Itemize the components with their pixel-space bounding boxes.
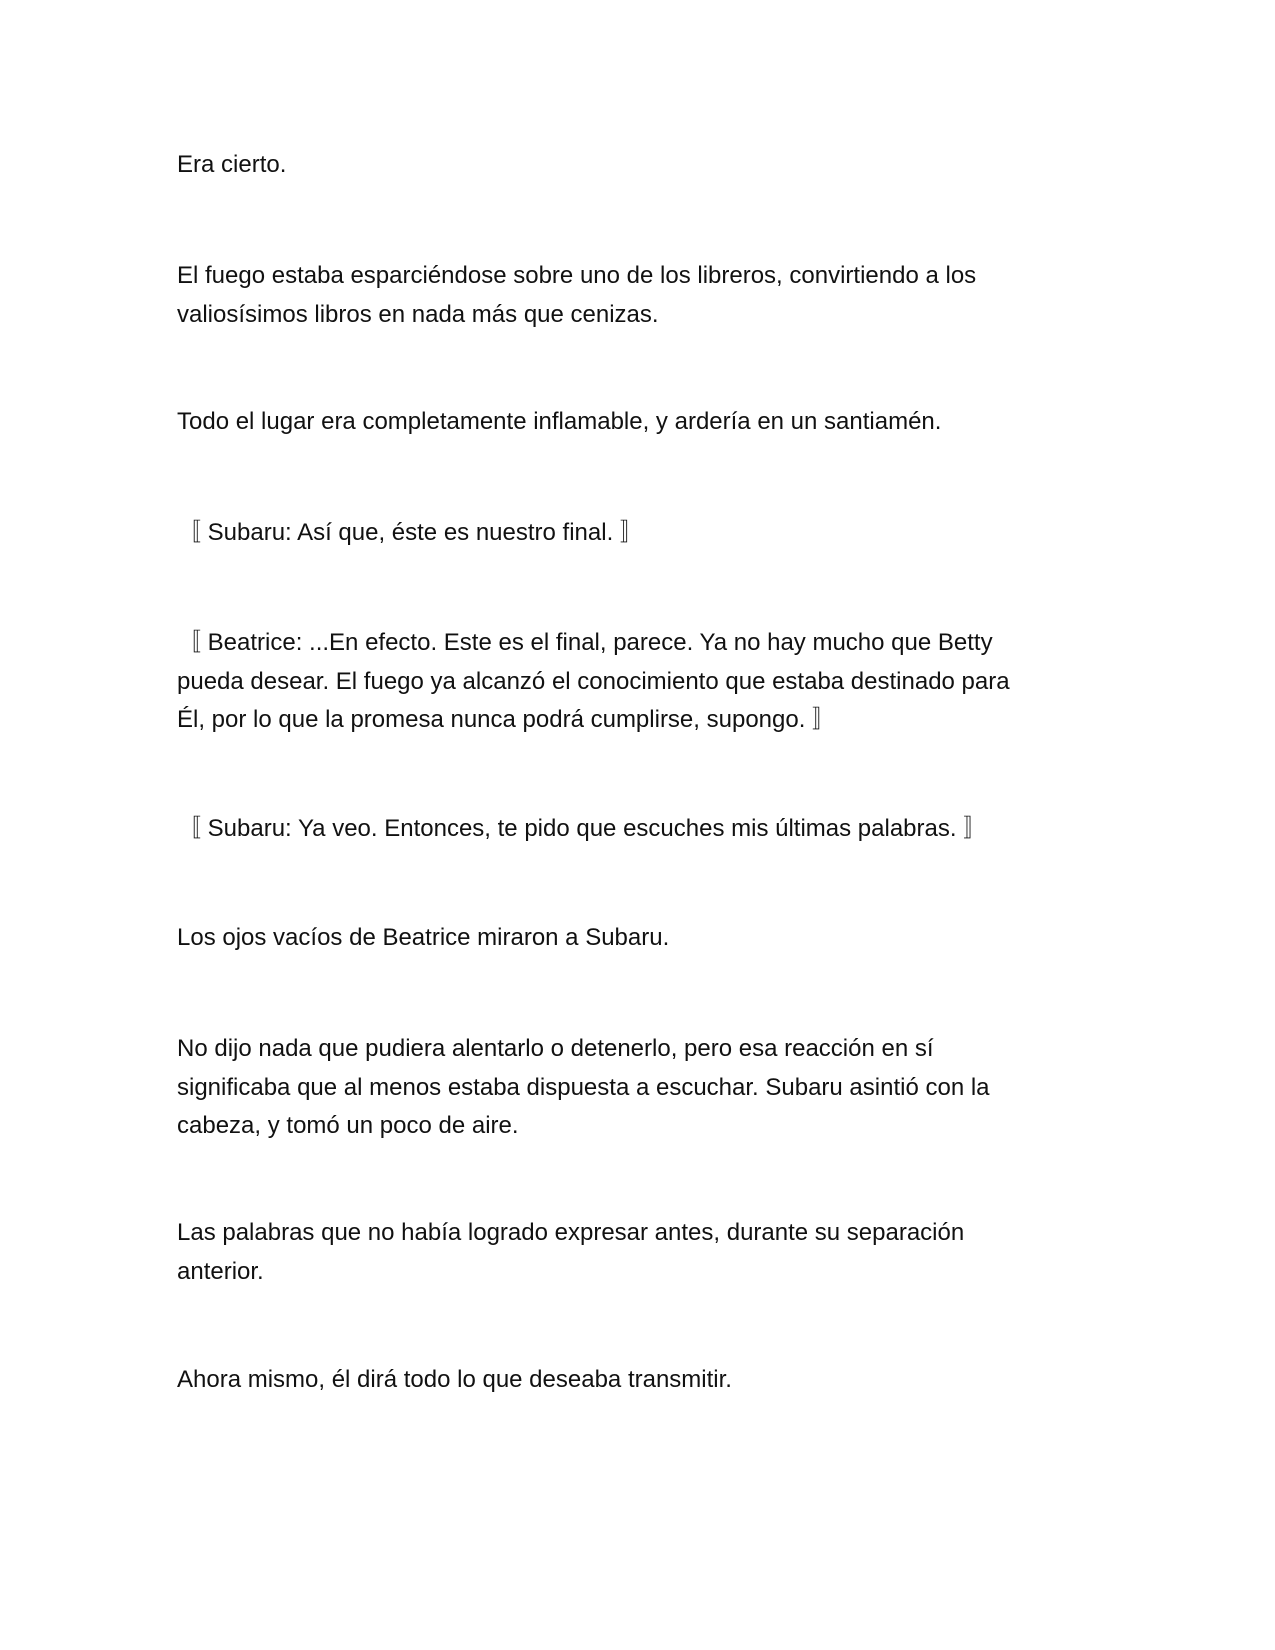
paragraph-3 [177, 403, 1112, 442]
paragraph-2 [177, 257, 1112, 334]
paragraph-line: Los ojos vacíos de Beatrice miraron a Subaru. [177, 924, 670, 951]
paragraph-line: Todo el lugar era completamente inflamable, y ardería en un santiamén. [177, 408, 942, 435]
dialogue-beatrice [177, 624, 1112, 740]
paragraph-7 [177, 919, 1112, 958]
paragraph-line: Él, por lo que la promesa nunca podrá cumplirse, supongo. 〛 [177, 706, 837, 733]
dialogue-subaru-1 [177, 514, 1112, 553]
dialogue-subaru-2 [177, 810, 1112, 849]
paragraph-line: significaba que al menos estaba dispuesta a escuchar. Subaru asintió con la [177, 1073, 990, 1101]
paragraph-line: 〚 Subaru: Ya veo. Entonces, te pido que escuches mis últimas palabras. 〛 [177, 815, 988, 842]
paragraph-line: valiosísimos libros en nada más que cenizas. [177, 300, 659, 328]
paragraph-line: Era cierto. [177, 151, 287, 178]
paragraph-10 [177, 1361, 1112, 1400]
paragraph-line: No dijo nada que pudiera alentarlo o detenerlo, pero esa reacción en sí [177, 1035, 934, 1062]
paragraph-line: El fuego estaba esparciéndose sobre uno de los libreros, convirtiendo a los [177, 262, 977, 289]
paragraph-line: cabeza, y tomó un poco de aire. [177, 1112, 519, 1139]
paragraph-line: pueda desear. El fuego ya alcanzó el conocimiento que estaba destinado para [177, 667, 1010, 695]
paragraph-9 [177, 1214, 1112, 1291]
paragraph-line: Ahora mismo, él dirá todo lo que deseaba transmitir. [177, 1366, 732, 1393]
paragraph-line: 〚 Subaru: Así que, éste es nuestro final. 〛 [177, 519, 644, 546]
paragraph-line: anterior. [177, 1257, 264, 1285]
paragraph-1 [177, 146, 1112, 185]
paragraph-line: 〚 Beatrice: ...En efecto. Este es el final, parece. Ya no hay mucho que Betty [177, 629, 993, 656]
paragraph-8 [177, 1030, 1112, 1146]
paragraph-line: Las palabras que no había logrado expresar antes, durante su separación [177, 1219, 965, 1246]
